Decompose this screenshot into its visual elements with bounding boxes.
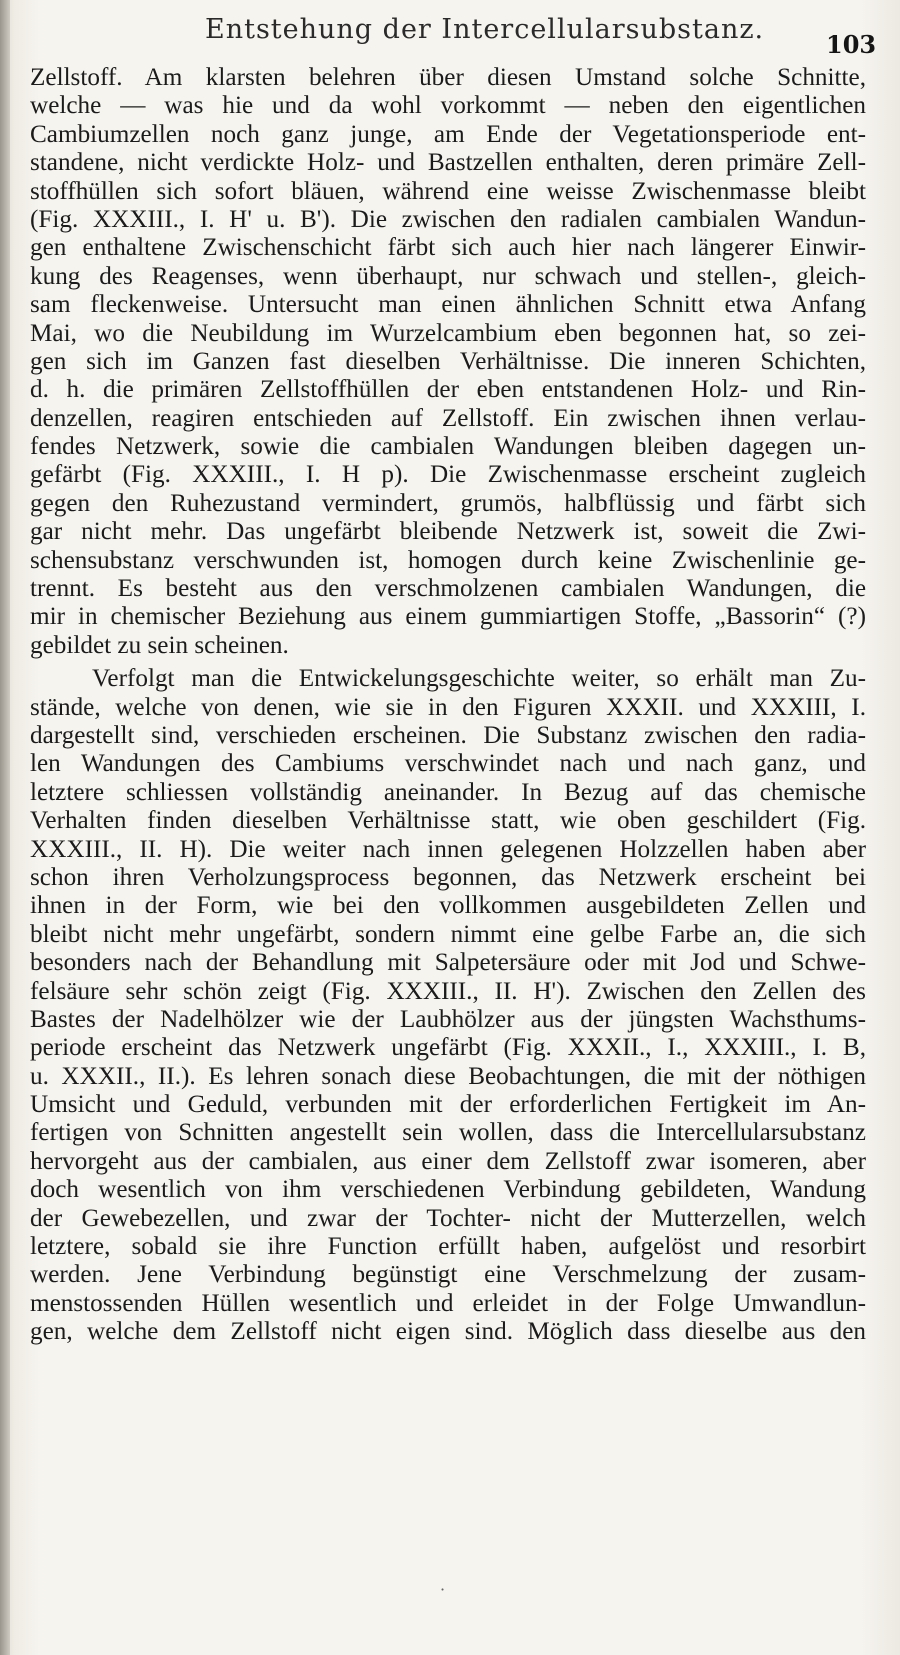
binding-edge xyxy=(0,0,10,1655)
text-line: Verhalten finden dieselben Verhältnisse statt, wie oben geschildert (Fig. xyxy=(30,807,866,835)
text-line: periode erscheint das Netzwerk ungefärbt (Fig. XXXII., I., XXXIII., I. B, xyxy=(30,1034,866,1062)
text-line: letztere schliessen vollständig aneinander. In Bezug auf das chemische xyxy=(30,778,866,806)
footer-mark: · xyxy=(440,1580,446,1599)
text-line: len Wandungen des Cambiums verschwindet nach und nach ganz, und xyxy=(30,750,866,778)
text-line: werden. Jene Verbindung begünstigt eine Verschmelzung der zusam- xyxy=(30,1261,866,1289)
text-line: mir in chemischer Beziehung aus einem gummiartigen Stoffe, „Bassorin“ (?) xyxy=(30,603,866,631)
paragraph xyxy=(30,64,866,660)
text-line: dargestellt sind, verschieden erscheinen. Die Substanz zwischen den radia- xyxy=(30,721,866,749)
text-line: felsäure sehr schön zeigt (Fig. XXXIII., II. H'). Zwischen den Zellen des xyxy=(30,977,866,1005)
text-line: Bastes der Nadelhölzer wie der Laubhölzer aus der jüngsten Wachsthums- xyxy=(30,1005,866,1033)
body-text xyxy=(30,64,866,1347)
text-line: fertigen von Schnitten angestellt sein wollen, dass die Intercellularsubstanz xyxy=(30,1119,866,1147)
text-line: doch wesentlich von ihm verschiedenen Verbindung gebildeten, Wandung xyxy=(30,1176,866,1204)
page-header xyxy=(0,10,900,59)
text-line: letztere, sobald sie ihre Function erfüllt haben, aufgelöst und resorbirt xyxy=(30,1233,866,1261)
text-line: bleibt nicht mehr ungefärbt, sondern nimmt eine gelbe Farbe an, die sich xyxy=(30,920,866,948)
text-line: kung des Reagenses, wenn überhaupt, nur schwach und stellen-, gleich- xyxy=(30,262,866,290)
text-line: gen enthaltene Zwischenschicht färbt sich auch hier nach längerer Einwir- xyxy=(30,234,866,262)
text-line: gefärbt (Fig. XXXIII., I. H p). Die Zwischenmasse erscheint zugleich xyxy=(30,461,866,489)
text-line: gar nicht mehr. Das ungefärbt bleibende Netzwerk ist, soweit die Zwi- xyxy=(30,518,866,546)
text-line: Umsicht und Geduld, verbunden mit der erforderlichen Fertigkeit im An- xyxy=(30,1091,866,1119)
text-line: gebildet zu sein scheinen. xyxy=(30,631,289,659)
text-line: gegen den Ruhezustand vermindert, grumös, halbflüssig und färbt sich xyxy=(30,489,866,517)
text-line: schensubstanz verschwunden ist, homogen durch keine Zwischenlinie ge- xyxy=(30,546,866,574)
text-line: (Fig. XXXIII., I. H' u. B'). Die zwischen den radialen cambialen Wandun- xyxy=(30,205,866,233)
text-line: welche — was hie und da wohl vorkommt — neben den eigentlichen xyxy=(30,92,866,120)
text-line: gen, welche dem Zellstoff nicht eigen sind. Möglich dass dieselbe aus den xyxy=(30,1318,866,1346)
text-line: Mai, wo die Neubildung im Wurzelcambium eben begonnen hat, so zei- xyxy=(30,319,866,347)
text-line: d. h. die primären Zellstoffhüllen der eben entstandenen Holz- und Rin- xyxy=(30,376,866,404)
text-line: fendes Netzwerk, sowie die cambialen Wandungen bleiben dagegen un- xyxy=(30,433,866,461)
text-line: stände, welche von denen, wie sie in den Figuren XXXII. und XXXIII, I. xyxy=(30,693,866,721)
text-line: sam fleckenweise. Untersucht man einen ähnlichen Schnitt etwa Anfang xyxy=(30,291,866,319)
text-line: hervorgeht aus der cambialen, aus einer dem Zellstoff zwar isomeren, aber xyxy=(30,1147,866,1175)
text-line: XXXIII., II. H). Die weiter nach innen gelegenen Holzzellen haben aber xyxy=(30,835,866,863)
text-line: Zellstoff. Am klarsten belehren über diesen Umstand solche Schnitte, xyxy=(30,64,866,91)
running-title: Entstehung der Intercellularsubstanz. xyxy=(205,14,765,45)
text-line: der Gewebezellen, und zwar der Tochter- nicht der Mutterzellen, welch xyxy=(30,1204,866,1232)
text-line: stoffhüllen sich sofort bläuen, während eine weisse Zwischenmasse bleibt xyxy=(30,177,866,205)
text-line: besonders nach der Behandlung mit Salpetersäure oder mit Jod und Schwe- xyxy=(30,949,866,977)
text-line: Verfolgt man die Entwickelungsgeschichte weiter, so erhält man Zu- xyxy=(92,665,866,693)
text-line: menstossenden Hüllen wesentlich und erleidet in der Folge Umwandlun- xyxy=(30,1289,866,1317)
page-number: 103 xyxy=(826,30,877,59)
text-line: schon ihren Verholzungsprocess begonnen, das Netzwerk erscheint bei xyxy=(30,863,866,891)
text-line: trennt. Es besteht aus den verschmolzenen cambialen Wandungen, die xyxy=(30,575,866,603)
text-line: u. XXXII., II.). Es lehren sonach diese Beobachtungen, die mit der nöthigen xyxy=(30,1062,866,1090)
text-line: standene, nicht verdickte Holz- und Bastzellen enthalten, deren primäre Zell- xyxy=(30,149,866,177)
text-line: ihnen in der Form, wie bei den vollkommen ausgebildeten Zellen und xyxy=(30,892,866,920)
text-line: denzellen, reagiren entschieden auf Zellstoff. Ein zwischen ihnen verlau- xyxy=(30,404,866,432)
text-line: Cambiumzellen noch ganz junge, am Ende der Vegetationsperiode ent- xyxy=(30,120,866,148)
paragraph xyxy=(30,665,866,1346)
text-line: gen sich im Ganzen fast dieselben Verhältnisse. Die inneren Schichten, xyxy=(30,347,866,375)
